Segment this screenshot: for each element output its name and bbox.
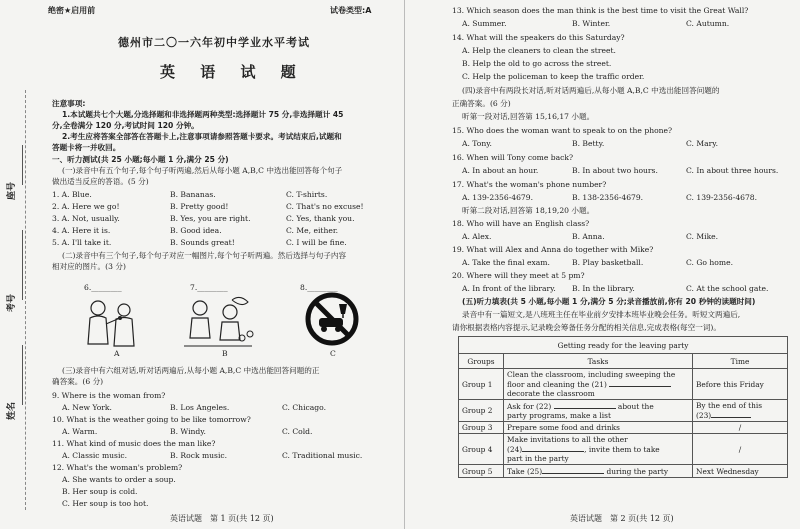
- part1-instr-b: 做出适当反应的答语。(5 分): [52, 177, 149, 186]
- time-line: [696, 410, 784, 420]
- q18-question: 18. Who will have an English class?: [452, 219, 590, 228]
- part3-instr-b: 确答案。(6 分): [52, 377, 104, 386]
- party-task-table: [458, 336, 788, 478]
- task-cell: [504, 400, 693, 422]
- notes-heading: 注意事项:: [52, 99, 86, 108]
- part4-instr-c: 听第一段对话,回答第 15,16,17 小题。: [462, 112, 595, 121]
- answer-blank-23[interactable]: [711, 410, 751, 418]
- binding-gutter: [0, 0, 40, 529]
- task-line: Clean the classroom, including sweeping the: [507, 370, 676, 379]
- q16-b: B. In about two hours.: [572, 166, 658, 175]
- q8-label: 8.________: [300, 283, 338, 292]
- time-cell: /: [693, 434, 788, 465]
- group-cell: Group 5: [459, 465, 504, 478]
- task-line: [507, 401, 689, 411]
- note-2a: 2.考生应将答案全部答在答题卡上,注意事项请参照答题卡要求。考试结束后,试题和: [62, 132, 342, 141]
- name-label: 姓名: [7, 401, 17, 420]
- task-line: part in the party: [507, 454, 569, 463]
- exam-no-field-line: [22, 230, 23, 300]
- task-text: (24): [507, 445, 523, 454]
- part5-instr-b: 录音中有一篇短文,是八班班主任在毕业前夕安排本班毕业晚会任务。听短文两遍后,: [462, 310, 741, 319]
- q19-a: A. Take the final exam.: [462, 258, 550, 267]
- part2-instr-a: (二)录音中有三个句子,每个句子对应一幅图片,每个句子听两遍。然后选择与句子内容: [62, 251, 347, 260]
- q10-b: B. Windy.: [170, 427, 206, 436]
- q17-c: C. 139-2356-4678.: [686, 193, 758, 202]
- q14-c: C. Help the policeman to keep the traffic order.: [462, 72, 645, 81]
- q4-c: C. Me, either.: [286, 226, 339, 235]
- q13-a: A. Summer.: [462, 19, 507, 28]
- q16-question: 16. When will Tony come back?: [452, 153, 574, 162]
- q20-c: C. At the school gate.: [686, 284, 769, 293]
- group-cell: Group 2: [459, 400, 504, 422]
- task-line: [507, 379, 689, 389]
- picture-b-children-icon: [180, 294, 256, 350]
- q2-c: C. That's no excuse!: [286, 202, 364, 211]
- q14-a: A. Help the cleaners to clean the street.: [462, 46, 616, 55]
- task-cell: [504, 434, 693, 465]
- q4-a: 4. A. Here it is.: [52, 226, 111, 235]
- note-2b: 答题卡将一并收回。: [52, 143, 121, 152]
- no-drink-driving-sign-icon: [305, 292, 359, 346]
- group-cell: Group 1: [459, 369, 504, 400]
- q17-b: B. 138-2356-4679.: [572, 193, 644, 202]
- q11-b: B. Rock music.: [170, 451, 228, 460]
- task-text: about the: [617, 402, 654, 411]
- time-cell: Before this Friday: [693, 369, 788, 400]
- q17-a: A. 139-2356-4679.: [462, 193, 534, 202]
- task-line: party programs, make a list: [507, 411, 611, 420]
- q12-a: A. She wants to order a soup.: [62, 475, 176, 484]
- q15-question: 15. Who does the woman want to speak to on the phone?: [452, 126, 673, 135]
- q13-question: 13. Which season does the man think is the best time to visit the Great Wall?: [452, 6, 749, 15]
- q11-c: C. Traditional music.: [282, 451, 363, 460]
- q9-c: C. Chicago.: [282, 403, 326, 412]
- part5-instr-c: 请你根据表格内容提示,记录晚会筹备任务分配的相关信息,完成表格(每空一词)。: [452, 323, 721, 332]
- q2-b: B. Pretty good!: [170, 202, 229, 211]
- q12-question: 12. What's the woman's problem?: [52, 463, 183, 472]
- table-row: [459, 422, 788, 434]
- task-cell: Prepare some food and drinks: [504, 422, 693, 434]
- q10-c: C. Cold.: [282, 427, 313, 436]
- q13-c: C. Autumn.: [686, 19, 730, 28]
- table-row: [459, 400, 788, 422]
- cut-line: [25, 90, 26, 510]
- picture-a-doctor-icon: [80, 294, 140, 350]
- part1-instr-a: (一)录音中有五个句子,每个句子听两遍,然后从每小题 A,B,C 中选出能回答每个句子: [62, 166, 343, 175]
- footer-left: 英语试题 第 1 页(共 12 页): [170, 514, 274, 523]
- q3-a: 3. A. Not, usually.: [52, 214, 120, 223]
- q5-b: B. Sounds great!: [170, 238, 235, 247]
- part4-instr-a: (四)录音中有两段长对话,听对话两遍后,从每小题 A,B,C 中选出能回答问题的: [462, 86, 720, 95]
- q15-b: B. Betty.: [572, 139, 605, 148]
- q1-a: 1. A. Blue.: [52, 190, 92, 199]
- table-row: [459, 369, 788, 400]
- q1-c: C. T-shirts.: [286, 190, 328, 199]
- q12-b: B. Her soup is cold.: [62, 487, 138, 496]
- q9-a: A. New York.: [62, 403, 112, 412]
- page-divider: [404, 0, 405, 529]
- footer-right: 英语试题 第 2 页(共 12 页): [570, 514, 674, 523]
- group-cell: Group 3: [459, 422, 504, 434]
- part3-instr-a: (三)录音中有六组对话,听对话两遍后,从每小题 A,B,C 中选出能回答问题的正: [62, 366, 320, 375]
- q2-a: 2. A. Here we go!: [52, 202, 120, 211]
- picture-b-label: B: [222, 349, 228, 358]
- q10-a: A. Warm.: [62, 427, 98, 436]
- task-text: Take (25): [507, 467, 543, 476]
- q12-c: C. Her soup is too hot.: [62, 499, 149, 508]
- task-text: during the party: [606, 467, 668, 476]
- q19-question: 19. What will Alex and Anna do together with Mike?: [452, 245, 654, 254]
- exam-no-label: 考号: [7, 293, 17, 312]
- q10-question: 10. What is the weather going to be like tomorrow?: [52, 415, 251, 424]
- q9-b: B. Los Angeles.: [170, 403, 230, 412]
- task-text: floor and cleaning the (21): [507, 380, 607, 389]
- table-row: [459, 434, 788, 465]
- task-text: , invite them to take: [584, 445, 660, 454]
- q20-b: B. In the library.: [572, 284, 635, 293]
- q20-a: A. In front of the library.: [462, 284, 556, 293]
- table-caption: Getting ready for the leaving party: [459, 337, 788, 354]
- task-line: decorate the classroom: [507, 389, 595, 398]
- paper-type: 试卷类型:A: [330, 6, 372, 15]
- q7-label: 7.________: [190, 283, 228, 292]
- table-row: [459, 465, 788, 478]
- q16-a: A. In about an hour.: [462, 166, 539, 175]
- task-cell: [504, 369, 693, 400]
- q5-c: C. I will be fine.: [286, 238, 347, 247]
- q15-c: C. Mary.: [686, 139, 718, 148]
- time-text: By the end of this: [696, 401, 763, 410]
- group-cell: Group 4: [459, 434, 504, 465]
- q11-a: A. Classic music.: [62, 451, 128, 460]
- seat-field-line: [22, 145, 23, 185]
- answer-blank-24[interactable]: [522, 444, 584, 452]
- part4-instr-d: 听第二段对话,回答第 18,19,20 小题。: [462, 206, 595, 215]
- part4-instr-b: 正确答案。(6 分): [452, 99, 511, 108]
- q15-a: A. Tony.: [462, 139, 492, 148]
- q3-b: B. Yes, you are right.: [170, 214, 251, 223]
- q18-c: C. Mike.: [686, 232, 719, 241]
- col-time: Time: [693, 354, 788, 369]
- subject-title: 英 语 试 题: [160, 63, 306, 81]
- q9-question: 9. Where is the woman from?: [52, 391, 166, 400]
- time-text: (23): [696, 411, 712, 420]
- q13-b: B. Winter.: [572, 19, 611, 28]
- q5-a: 5. A. I'll take it.: [52, 238, 112, 247]
- q17-question: 17. What's the woman's phone number?: [452, 180, 607, 189]
- section1-heading: 一、听力测试(共 25 小题;每小题 1 分,满分 25 分): [52, 155, 229, 164]
- time-cell: /: [693, 422, 788, 434]
- secret-mark: 绝密★启用前: [48, 6, 96, 15]
- q11-question: 11. What kind of music does the man like?: [52, 439, 216, 448]
- q16-c: C. In about three hours.: [686, 166, 779, 175]
- q18-a: A. Alex.: [462, 232, 492, 241]
- answer-blank-25[interactable]: [542, 466, 604, 474]
- q14-b: B. Help the old to go across the street.: [462, 59, 612, 68]
- exam-title: 德州市二〇一六年初中学业水平考试: [118, 36, 310, 49]
- q14-question: 14. What will the speakers do this Saturday?: [452, 33, 625, 42]
- answer-blank-21[interactable]: [609, 379, 671, 387]
- q4-b: B. Good idea.: [170, 226, 222, 235]
- name-field-line: [22, 345, 23, 405]
- task-line: Make invitations to all the other: [507, 435, 628, 444]
- q18-b: B. Anna.: [572, 232, 605, 241]
- note-1a: 1.本试题共七个大题,分选择题和非选择题两种类型:选择题计 75 分,非选择题计 45: [62, 110, 344, 119]
- q6-label: 6.________: [84, 283, 122, 292]
- col-groups: Groups: [459, 354, 504, 369]
- q19-c: C. Go home.: [686, 258, 733, 267]
- q19-b: B. Play basketball.: [572, 258, 644, 267]
- part5-instr-a: (五)听力填表(共 5 小题,每小题 1 分,满分 5 分;录音播放前,你有 20 秒钟的读题时间): [462, 297, 756, 306]
- q1-b: B. Bananas.: [170, 190, 216, 199]
- time-cell: [693, 400, 788, 422]
- q20-question: 20. Where will they meet at 5 pm?: [452, 271, 585, 280]
- answer-blank-22[interactable]: [554, 401, 616, 409]
- task-cell: [504, 465, 693, 478]
- task-text: Ask for (22): [507, 402, 552, 411]
- time-cell: Next Wednesday: [693, 465, 788, 478]
- col-tasks: Tasks: [504, 354, 693, 369]
- picture-a-label: A: [114, 349, 120, 358]
- note-1b: 分,全卷满分 120 分,考试时间 120 分钟。: [52, 121, 199, 130]
- q3-c: C. Yes, thank you.: [286, 214, 355, 223]
- seat-label: 座号: [7, 181, 17, 200]
- part2-instr-b: 相对应的图片。(3 分): [52, 262, 126, 271]
- task-line: [507, 444, 689, 454]
- picture-c-label: C: [330, 349, 336, 358]
